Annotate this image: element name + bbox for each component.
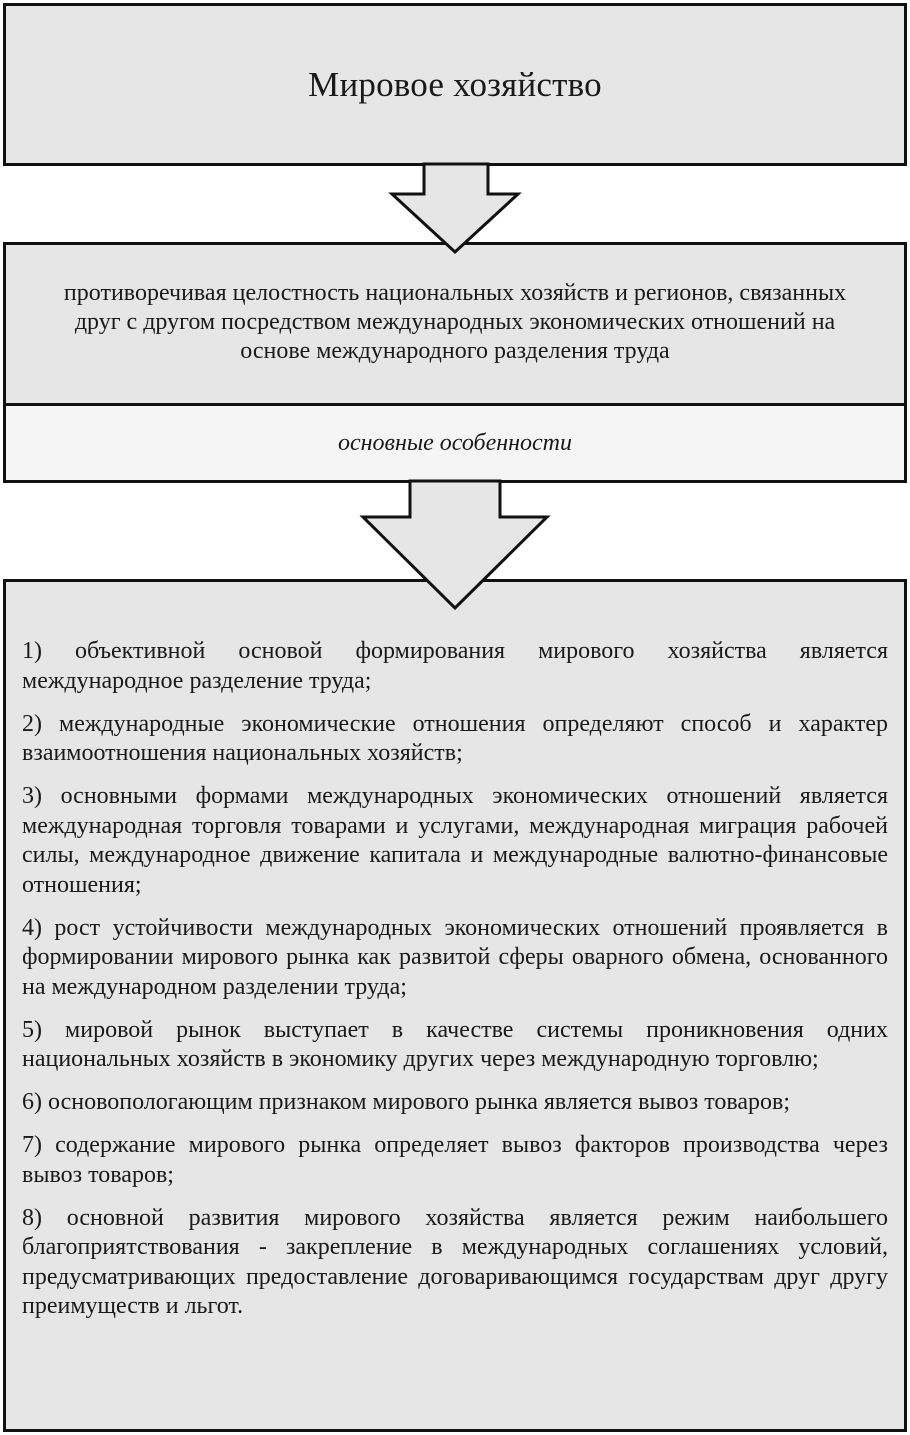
feature-item: 3) основными формами международных экономических отношений является международная торговля товарами и услугами, международная миграция рабочей силы, международное движение капитала и международные валютно-финансовые отношения; [22, 783, 888, 898]
feature-item: 4) рост устойчивости международных экономических отношений проявляется в формировании мирового рынка как развитой сферы оварного обмена, основанного на международном разделении труда; [22, 914, 888, 1000]
feature-item: 6) основопологающим признаком мирового рынка является вывоз товаров; [22, 1089, 791, 1115]
feature-item: 7) содержание мирового рынка определяет вывоз факторов производства через вывоз товаров; [22, 1132, 888, 1188]
feature-item: 2) международные экономические отношения определяют способ и характер взаимоотношения национальных хозяйств; [22, 710, 888, 766]
feature-item: 1) объективной основой формирования мирового хозяйства является международное разделение труда; [22, 638, 888, 694]
diagram-title: Мировое хозяйство [308, 64, 602, 104]
feature-item: 8) основной развития мирового хозяйства является режим наибольшего благоприятствования - закрепление в международных соглашениях условий, предусматривающих предоставление договаривающимся государствам друг другу преимуществ и льгот. [22, 1204, 888, 1319]
definition-text: противоречивая целостность национальных хозяйств и регионов, связанных друг с другом посредством международных экономических отношений на основе международного разделения труда [63, 279, 847, 364]
features-caption: основные особенности [337, 429, 573, 456]
feature-item: 5) мировой рынок выступает в качестве системы проникновения одних национальных хозяйств в экономику других через международную торговлю; [22, 1016, 888, 1072]
